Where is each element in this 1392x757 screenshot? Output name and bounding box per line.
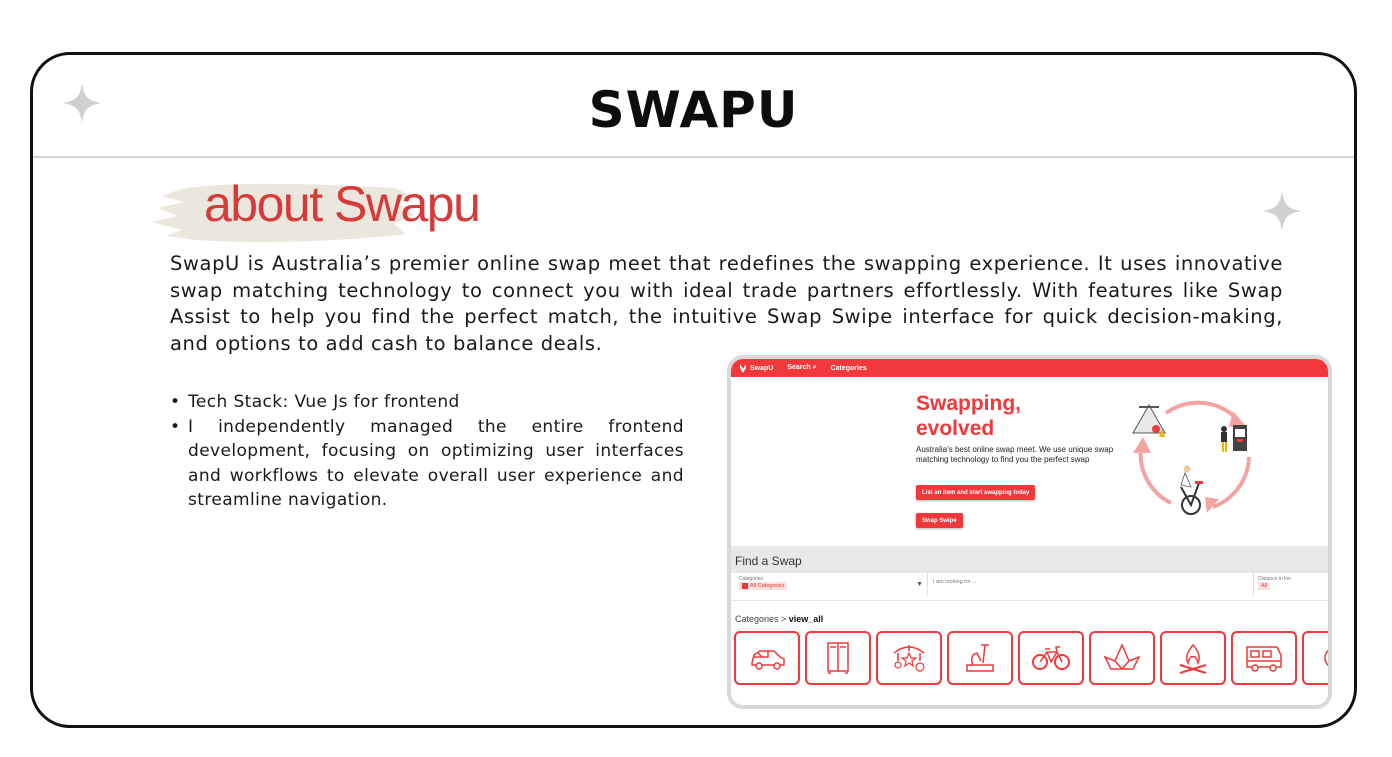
breadcrumb-prefix: Categories > (735, 614, 789, 624)
category-tile-tools[interactable] (947, 631, 1013, 685)
search-filters (731, 573, 1328, 601)
caravan-icon (1243, 641, 1285, 675)
search-icon: ⌕ (812, 364, 817, 371)
bullet-list (170, 390, 684, 513)
about-paragraph: SwapU is Australia’s premier online swap meet that redefines the swapping experience. It uses innovative swap matching technology to connect you with ideal trade partners effortlessly. With features like Swap Assist to help you find the perfect match, the intuitive Swap Swipe interface for quick decision-making, and options to add cash to balance deals. (170, 252, 1283, 355)
search-placeholder: I am looking for ... (933, 579, 977, 585)
hero-title-line2: evolved (916, 417, 995, 440)
list-item-button[interactable]: List an item and start swapping today (916, 485, 1035, 500)
sparkle-icon (1260, 189, 1304, 233)
view-all-link[interactable]: view_all (788, 614, 824, 624)
partial-tile-icon (1314, 641, 1332, 675)
about-heading: about Swapu (204, 176, 480, 232)
categories-breadcrumb (731, 601, 1328, 631)
category-tile-toys[interactable] (1089, 631, 1155, 685)
distance-label: Distance in km (1258, 576, 1291, 582)
bicycle-icon (1030, 641, 1072, 675)
category-chip-label: All Categories (750, 583, 785, 589)
project-card (30, 52, 1357, 728)
campfire-icon (1172, 641, 1214, 675)
category-tile-furniture[interactable] (805, 631, 871, 685)
app-navbar (731, 359, 1328, 377)
chip-checkbox-icon (742, 583, 748, 589)
baby-mobile-icon (888, 641, 930, 675)
hero-title-line1: Swapping, (916, 392, 1021, 415)
category-tile-car[interactable] (734, 631, 800, 685)
nav-search-label: Search (787, 364, 811, 371)
title-divider (33, 156, 1354, 158)
app-logo-text: SwapU (750, 364, 774, 372)
distance-select[interactable] (1254, 573, 1332, 595)
swap-cycle-illustration (1121, 385, 1271, 525)
hero-section (731, 377, 1328, 546)
category-tile-partial[interactable] (1302, 631, 1332, 685)
tools-icon (959, 641, 1001, 675)
swapu-logo-icon (739, 364, 747, 373)
category-tile-baby[interactable] (876, 631, 942, 685)
app-screenshot (727, 355, 1332, 709)
chevron-down-icon: ▼ (916, 581, 923, 588)
category-chip[interactable] (739, 582, 787, 590)
hero-description: Australia’s best online swap meet. We use unique swap matching technology to find you the perfect swap (916, 445, 1114, 464)
find-swap-title: Find a Swap (731, 546, 1328, 573)
bullet-responsibility: • I independently managed the entire frontend development, focusing on optimizing user interfaces and workflows to elevate overall user experience and streamline navigation. (170, 415, 684, 513)
nav-search[interactable] (787, 364, 816, 372)
category-tile-camping[interactable] (1160, 631, 1226, 685)
car-icon (746, 641, 788, 675)
category-select[interactable] (731, 573, 928, 595)
page-title: SWAPU (588, 81, 799, 139)
paper-boat-icon (1101, 641, 1143, 675)
search-input[interactable] (928, 573, 1254, 595)
hero-title (916, 391, 1021, 441)
bullet-tech-stack: • Tech Stack: Vue Js for frontend (170, 390, 684, 415)
distance-chip[interactable]: All (1258, 582, 1270, 590)
swap-swipe-button[interactable]: Swap Swipe (916, 513, 963, 528)
nav-categories[interactable]: Categories (830, 364, 867, 372)
category-tile-caravan[interactable] (1231, 631, 1297, 685)
wardrobe-icon (817, 641, 859, 675)
app-logo[interactable] (739, 364, 773, 373)
category-label: Categories (739, 576, 764, 582)
category-tile-bicycle[interactable] (1018, 631, 1084, 685)
category-tiles (731, 631, 1328, 685)
sparkle-icon (60, 81, 104, 125)
